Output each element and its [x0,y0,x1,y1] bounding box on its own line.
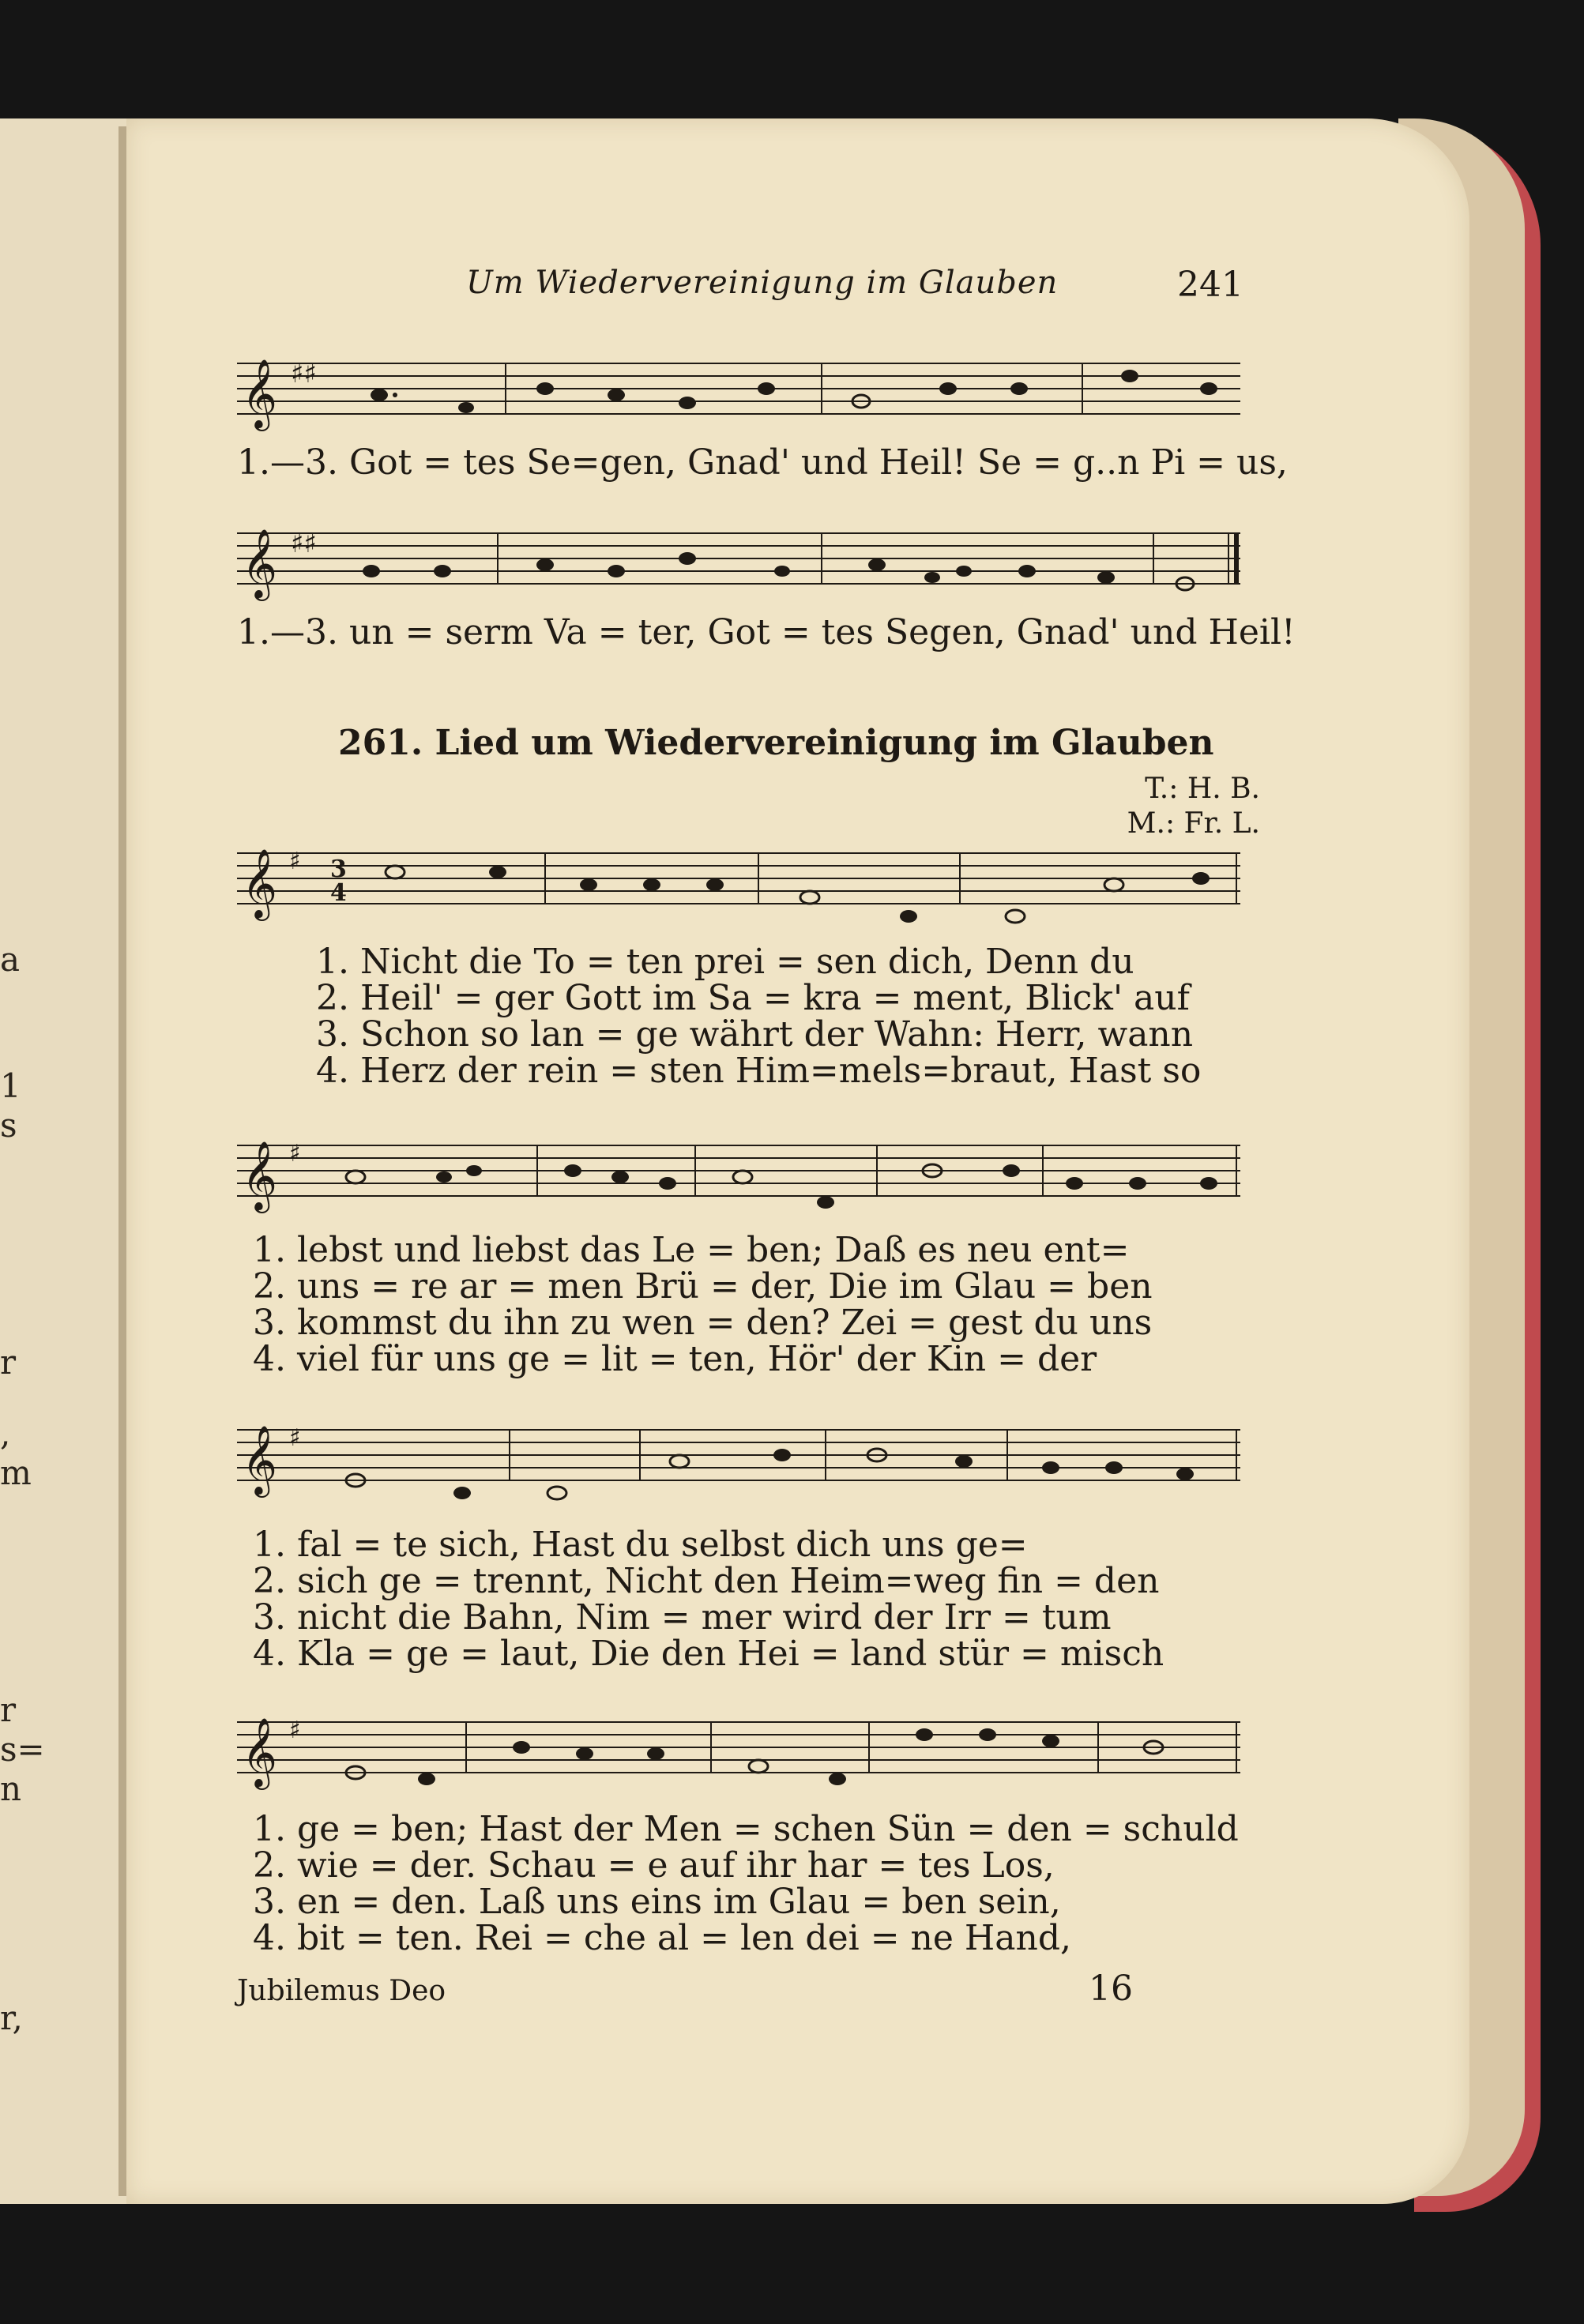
svg-text:𝄞: 𝄞 [242,358,277,428]
svg-text:4: 4 [330,879,347,907]
signature-mark: 16 [1089,1969,1133,2009]
melody-credit: M.: Fr. L. [1127,807,1260,840]
music-staff [237,837,1240,940]
music-staff [237,348,1240,434]
lyric-line: 2. wie = der. Schau = e auf ihr har = tes Los, [253,1845,1055,1886]
svg-text:𝄞: 𝄞 [242,1140,277,1210]
lyric-line: 4. Kla = ge = laut, Die den Hei = land stür = misch [253,1634,1164,1674]
lyric-line: 1. lebst und liebst das Le = ben; Daß es neu ent= [253,1230,1130,1270]
lyric-line: 3. Schon so lan = ge währt der Wahn: Herr, wann [316,1014,1194,1055]
footer-title: Jubilemus Deo [237,1975,446,2007]
left-fragment: s [0,1106,17,1145]
lyric-line: 1.—3. un = serm Va = ter, Got = tes Segen, Gnad' und Heil! [237,612,1296,652]
music-staff [237,1706,1240,1809]
svg-text:𝄞: 𝄞 [242,1424,277,1495]
svg-text:3: 3 [330,856,347,883]
lyric-line: 3. kommst du ihn zu wen = den? Zei = gest du uns [253,1303,1153,1343]
svg-text:♯: ♯ [289,1717,301,1744]
running-head: Um Wiedervereinigung im Glauben [466,265,1059,301]
left-fragment: s= [0,1730,45,1769]
hymn-title: 261. Lied um Wiedervereinigung im Glauben [338,723,1214,763]
left-fragment: 1 [0,1066,21,1105]
svg-text:𝄞: 𝄞 [242,528,277,598]
text-credit: T.: H. B. [1145,773,1260,805]
left-fragment: r, [0,1999,23,2037]
lyric-line: 4. viel für uns ge = lit = ten, Hör' der Kin = der [253,1339,1097,1379]
left-fragment: r [0,1690,17,1729]
page-number: 241 [1177,265,1243,305]
lyric-line: 2. sich ge = trennt, Nicht den Heim=weg fin = den [253,1561,1160,1601]
lyric-line: 2. Heil' = ger Gott im Sa = kra = ment, Blick' auf [316,978,1190,1018]
lyric-line: 3. nicht die Bahn, Nim = mer wird der Irr = tum [253,1597,1112,1638]
svg-text:♯♯: ♯♯ [291,528,317,559]
svg-text:♯♯: ♯♯ [291,358,317,389]
left-fragment: , [0,1414,11,1453]
left-fragment: r [0,1343,17,1382]
svg-text:♯: ♯ [289,848,301,875]
lyric-line: 1. fal = te sich, Hast du selbst dich uns ge= [253,1525,1028,1565]
lyric-line: 1. Nicht die To = ten prei = sen dich, Denn du [316,942,1134,982]
lyric-line: 4. bit = ten. Rei = che al = len dei = ne Hand, [253,1918,1071,1958]
lyric-line: 2. uns = re ar = men Brü = der, Die im Glau = ben [253,1266,1153,1307]
music-staff [237,1414,1240,1517]
lyric-line: 1. ge = ben; Hast der Men = schen Sün = den = schuld [253,1809,1239,1849]
music-staff [237,1130,1240,1232]
music-staff [237,517,1240,604]
svg-text:𝄞: 𝄞 [242,1717,277,1787]
lyric-line: 1.—3. Got = tes Se=gen, Gnad' und Heil! Se = g..n Pi = us, [237,442,1288,483]
lyric-line: 4. Herz der rein = sten Him=mels=braut, Hast so [316,1051,1202,1091]
svg-text:♯: ♯ [289,1424,301,1452]
left-fragment: m [0,1453,32,1492]
left-fragment: a [0,940,21,979]
svg-text:♯: ♯ [289,1140,301,1168]
left-fragment: n [0,1769,22,1808]
svg-text:𝄞: 𝄞 [242,848,277,918]
lyric-line: 3. en = den. Laß uns eins im Glau = ben sein, [253,1882,1061,1922]
